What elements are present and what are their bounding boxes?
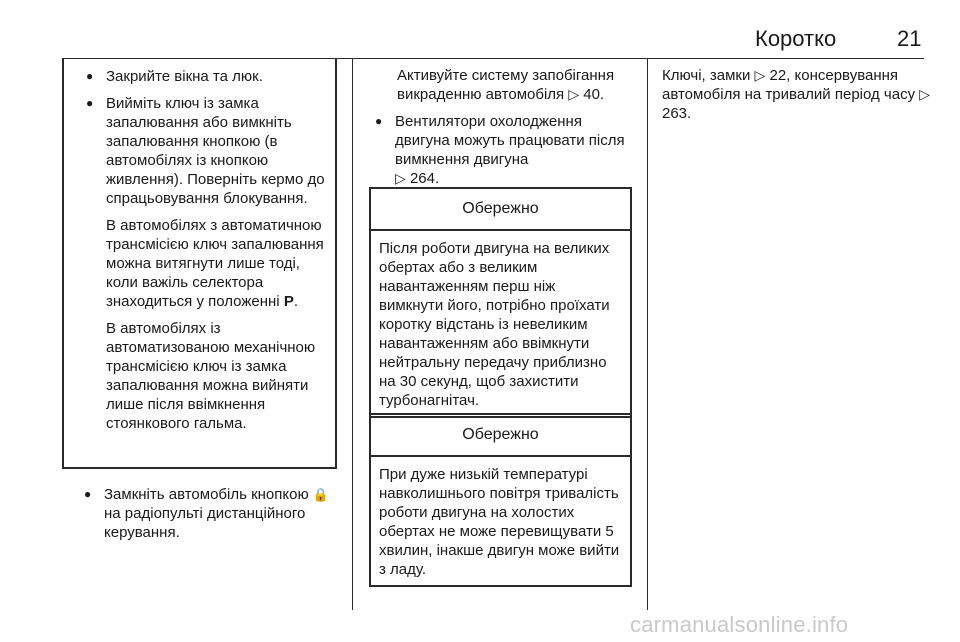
column3 (662, 66, 932, 123)
warning-body: Після роботи двигуна на великих обертах або з великим навантаженням перш ніж вимкнути його, потрібно проїхати коротку відстань із невеликим навантаженням або ввімкнути нейтральну передачу приблизно на 30 секунд, щоб захистити турбонагнітач. (379, 240, 610, 409)
paragraph-text: В автомобілях з автоматичною трансмісією ключ запалювання можна витягнути лише тоді, коли важіль селектора знаходиться у положенні (106, 217, 324, 310)
warning-body: При дуже низькій температурі навколишнього повітря тривалість роботи двигуна на холостих обертах не може перевищувати 5 хвилин, інакше двигун може вийти з ладу. (379, 466, 620, 578)
bullet-text: Вентилятори охолодження двигуна можуть працювати після вимкнення двигуна (395, 113, 625, 168)
paragraph-text: Активуйте систему запобігання викраденню автомобіля (397, 67, 615, 103)
bullet-text: Закрийте вікна та люк. (106, 68, 263, 85)
page-reference[interactable]: 263. (662, 105, 692, 122)
watermark: carmanualsonline.info (630, 612, 849, 637)
page-number: 21 (897, 26, 922, 51)
selector-position: P (283, 293, 294, 310)
warning-box (369, 413, 632, 587)
lock-icon: 🔒 (312, 487, 330, 502)
punctuation: . (293, 293, 298, 310)
page-title: Коротко (755, 26, 837, 51)
column1-box (62, 58, 337, 469)
paragraph: В автомобілях із автоматизованою механічною трансмісією ключ із замка запалювання можна вийняти лише після ввімкнення стоянкового гальма. (106, 320, 316, 432)
reference-arrow-icon: ▷ (395, 170, 406, 186)
column-divider-1 (352, 58, 353, 610)
reference-arrow-icon: ▷ (754, 67, 766, 83)
column2-top (373, 66, 635, 188)
bullet-text: на радіопульті дистанційного керування. (104, 505, 306, 541)
column-divider-2 (647, 58, 648, 610)
list-item (82, 485, 344, 542)
paragraph-text: Ключі, замки (662, 67, 751, 84)
page-reference[interactable]: 40. (583, 86, 605, 103)
bullet-text: Замкніть автомобіль кнопкою (104, 486, 309, 503)
paragraph (662, 66, 932, 123)
reference-arrow-icon: ▷ (919, 86, 931, 102)
paragraph (84, 216, 325, 311)
warning-title: Обережно (371, 189, 630, 231)
list-item (84, 67, 325, 86)
warning-title: Обережно (371, 415, 630, 457)
list-item (373, 112, 635, 188)
warning-box (369, 187, 632, 418)
page-reference[interactable]: 22, консервування автомобіля на тривалий період часу (662, 67, 916, 103)
list-item (84, 94, 325, 208)
paragraph (373, 66, 635, 104)
reference-arrow-icon: ▷ (568, 86, 580, 102)
bullet-text: Вийміть ключ із замка запалювання або вимкніть запалювання кнопкою (в автомобілях із кнопкою живлення). Поверніть кермо до спрацьовування блокування. (106, 95, 325, 207)
column1-bottom (82, 485, 344, 542)
page-reference[interactable]: 264. (409, 170, 440, 187)
